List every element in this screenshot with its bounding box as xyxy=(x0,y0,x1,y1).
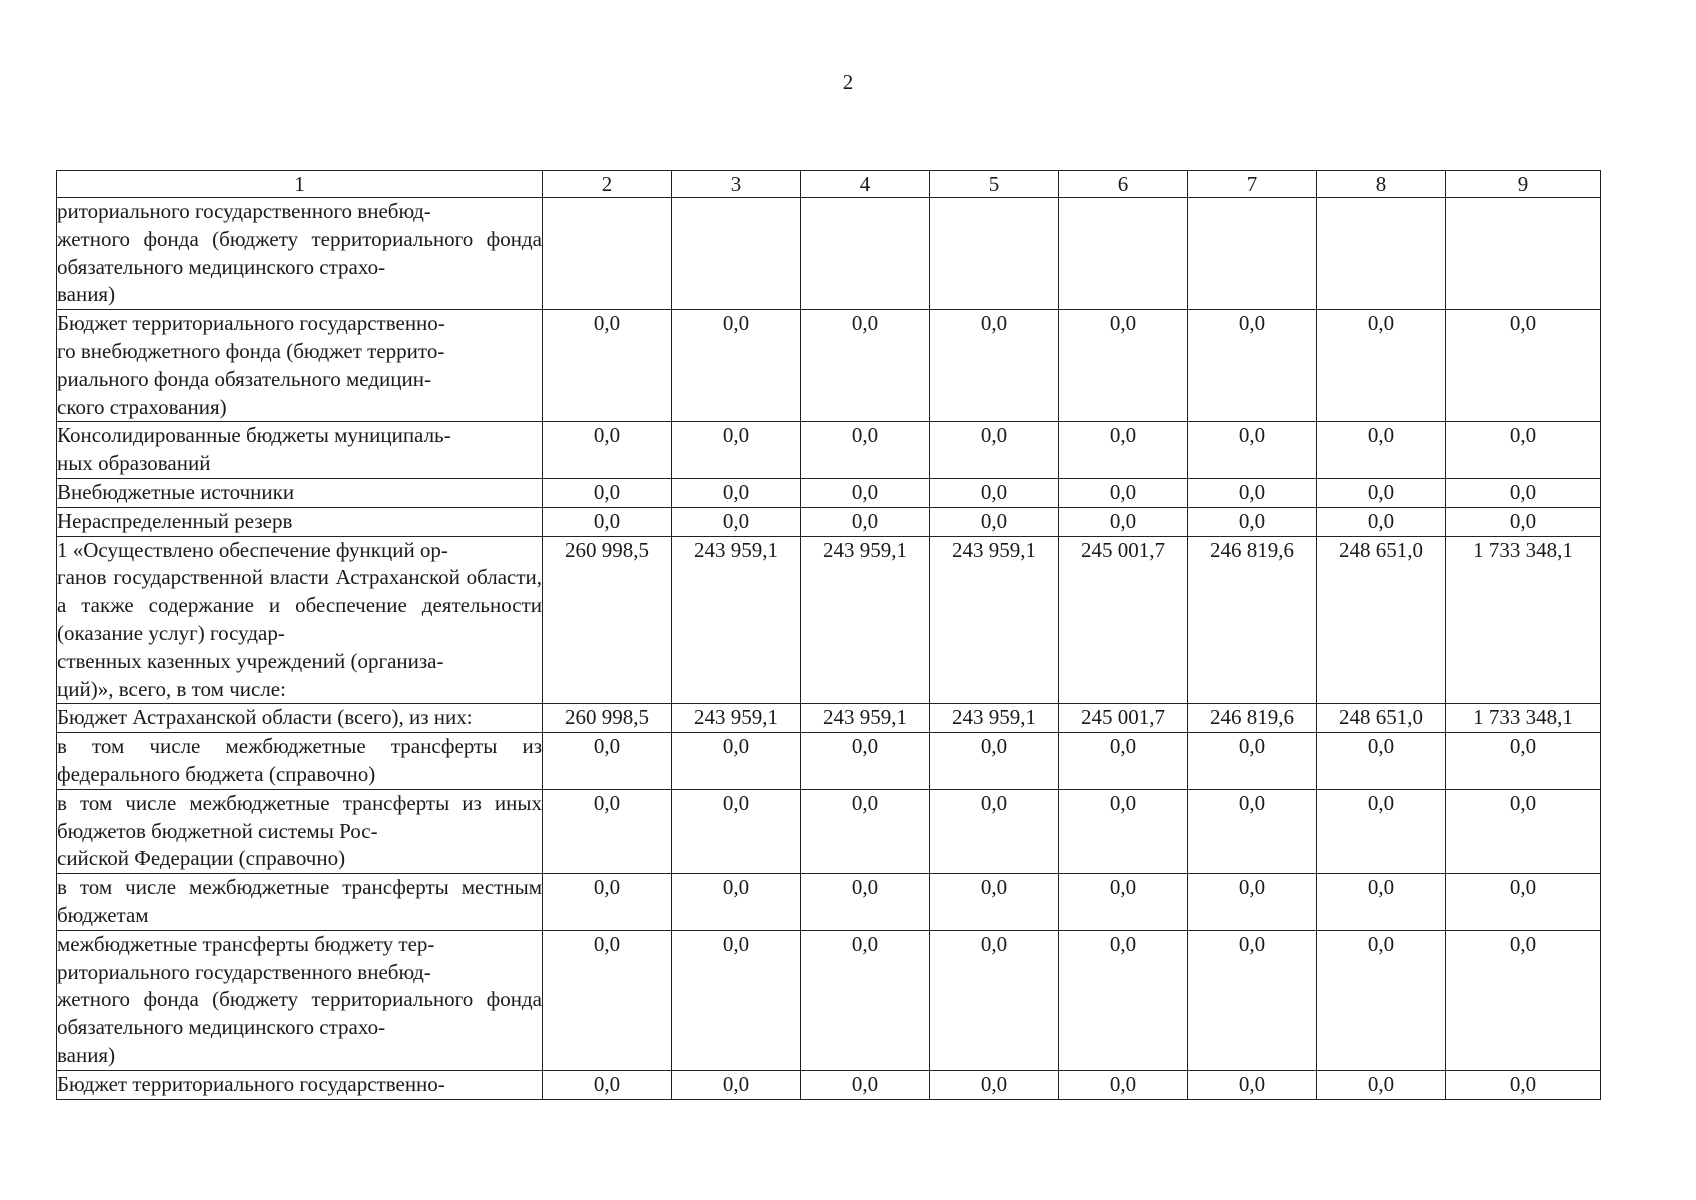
value-cell-col-9 xyxy=(1446,198,1601,310)
value-cell-col-8: 0,0 xyxy=(1317,733,1446,790)
value-cell-col-2: 0,0 xyxy=(543,874,672,931)
value-cell-col-7: 0,0 xyxy=(1188,478,1317,507)
table-row xyxy=(57,422,1601,479)
value-cell-col-5: 0,0 xyxy=(930,874,1059,931)
value-cell-col-9: 0,0 xyxy=(1446,507,1601,536)
row-description xyxy=(57,536,543,704)
value-cell-col-9: 0,0 xyxy=(1446,478,1601,507)
value-cell-col-9: 0,0 xyxy=(1446,789,1601,873)
value-cell-col-6: 0,0 xyxy=(1059,478,1188,507)
description-line: Бюджет территориального государственно- xyxy=(57,311,445,336)
table-row xyxy=(57,478,1601,507)
description-line: области, а также содержание и обеспечение xyxy=(57,565,543,618)
description-line: межбюджетные трансферты бюджету тер- xyxy=(57,931,435,956)
value-cell-col-8: 248 651,0 xyxy=(1317,536,1446,704)
value-cell-col-4: 0,0 xyxy=(801,789,930,873)
row-description xyxy=(57,478,543,507)
description-line: ственных казенных учреждений (организа- xyxy=(57,648,444,673)
column-header-7: 7 xyxy=(1188,171,1317,198)
description-line: риториального государственного внебюд- xyxy=(57,959,431,984)
value-cell-col-8: 0,0 xyxy=(1317,789,1446,873)
table-row xyxy=(57,704,1601,733)
value-cell-col-5: 0,0 xyxy=(930,422,1059,479)
row-description xyxy=(57,930,543,1070)
description-line: риального фонда обязательного медицин- xyxy=(57,366,431,391)
value-cell-col-2: 0,0 xyxy=(543,733,672,790)
value-cell-col-8: 0,0 xyxy=(1317,310,1446,422)
value-cell-col-4: 0,0 xyxy=(801,930,930,1070)
value-cell-col-2: 0,0 xyxy=(543,422,672,479)
value-cell-col-8: 0,0 xyxy=(1317,422,1446,479)
row-description xyxy=(57,422,543,479)
column-header-8: 8 xyxy=(1317,171,1446,198)
row-description xyxy=(57,1070,543,1099)
value-cell-col-2: 0,0 xyxy=(543,310,672,422)
value-cell-col-5: 0,0 xyxy=(930,507,1059,536)
value-cell-col-2: 0,0 xyxy=(543,930,672,1070)
value-cell-col-7: 0,0 xyxy=(1188,789,1317,873)
table-row xyxy=(57,733,1601,790)
value-cell-col-8: 0,0 xyxy=(1317,478,1446,507)
value-cell-col-4: 0,0 xyxy=(801,874,930,931)
value-cell-col-7: 246 819,6 xyxy=(1188,536,1317,704)
value-cell-col-6: 0,0 xyxy=(1059,930,1188,1070)
budget-table xyxy=(56,170,1601,1100)
value-cell-col-5 xyxy=(930,198,1059,310)
value-cell-col-6 xyxy=(1059,198,1188,310)
page-number: 2 xyxy=(842,70,854,94)
description-line: го внебюджетного фонда (бюджет террито- xyxy=(57,338,445,363)
value-cell-col-3: 0,0 xyxy=(672,733,801,790)
row-description xyxy=(57,874,543,931)
description-line: риториального государственного внебюд- xyxy=(57,199,431,223)
value-cell-col-7: 0,0 xyxy=(1188,930,1317,1070)
value-cell-col-5: 0,0 xyxy=(930,789,1059,873)
value-cell-col-7: 0,0 xyxy=(1188,733,1317,790)
value-cell-col-3: 0,0 xyxy=(672,1070,801,1099)
value-cell-col-6: 0,0 xyxy=(1059,874,1188,931)
value-cell-col-4: 243 959,1 xyxy=(801,704,930,733)
row-description xyxy=(57,789,543,873)
value-cell-col-4 xyxy=(801,198,930,310)
value-cell-col-4: 0,0 xyxy=(801,310,930,422)
table-row xyxy=(57,789,1601,873)
value-cell-col-7: 0,0 xyxy=(1188,874,1317,931)
description-line: вания) xyxy=(57,1042,116,1067)
value-cell-col-3: 0,0 xyxy=(672,930,801,1070)
value-cell-col-3 xyxy=(672,198,801,310)
value-cell-col-7: 246 819,6 xyxy=(1188,704,1317,733)
table-row xyxy=(57,930,1601,1070)
value-cell-col-6: 0,0 xyxy=(1059,310,1188,422)
value-cell-col-9: 0,0 xyxy=(1446,310,1601,422)
table-row xyxy=(57,507,1601,536)
value-cell-col-7: 0,0 xyxy=(1188,310,1317,422)
header-row xyxy=(57,171,1601,198)
value-cell-col-8: 248 651,0 xyxy=(1317,704,1446,733)
value-cell-col-6: 0,0 xyxy=(1059,733,1188,790)
value-cell-col-3: 243 959,1 xyxy=(672,704,801,733)
column-header-4: 4 xyxy=(801,171,930,198)
description-line: Внебюджетные источники xyxy=(57,479,295,504)
value-cell-col-5: 243 959,1 xyxy=(930,704,1059,733)
value-cell-col-8: 0,0 xyxy=(1317,874,1446,931)
column-header-3: 3 xyxy=(672,171,801,198)
value-cell-col-3: 0,0 xyxy=(672,478,801,507)
description-line: 1 «Осуществлено обеспечение функций ор- xyxy=(57,537,448,562)
value-cell-col-2: 0,0 xyxy=(543,789,672,873)
value-cell-col-6: 245 001,7 xyxy=(1059,704,1188,733)
value-cell-col-6: 245 001,7 xyxy=(1059,536,1188,704)
column-header-6: 6 xyxy=(1059,171,1188,198)
table-body xyxy=(57,198,1601,1100)
value-cell-col-2: 0,0 xyxy=(543,507,672,536)
description-line: ций)», всего, в том числе: xyxy=(57,676,286,701)
description-line: Нераспределенный резерв xyxy=(57,508,293,533)
value-cell-col-9: 0,0 xyxy=(1446,733,1601,790)
description-line: Бюджет территориального государственно- xyxy=(57,1071,445,1096)
column-header-5: 5 xyxy=(930,171,1059,198)
value-cell-col-4: 0,0 xyxy=(801,422,930,479)
value-cell-col-7: 0,0 xyxy=(1188,507,1317,536)
value-cell-col-9: 1 733 348,1 xyxy=(1446,704,1601,733)
value-cell-col-7: 0,0 xyxy=(1188,422,1317,479)
value-cell-col-6: 0,0 xyxy=(1059,1070,1188,1099)
description-line: жетного фонда (бюджету территориального xyxy=(57,226,474,251)
description-line: сийской Федерации (справочно) xyxy=(57,846,346,871)
row-description xyxy=(57,704,543,733)
value-cell-col-5: 0,0 xyxy=(930,478,1059,507)
value-cell-col-3: 0,0 xyxy=(672,422,801,479)
value-cell-col-5: 0,0 xyxy=(930,930,1059,1070)
value-cell-col-3: 243 959,1 xyxy=(672,536,801,704)
description-line: ных образований xyxy=(57,451,211,476)
description-line: жетного фонда (бюджету территориального xyxy=(57,987,474,1012)
value-cell-col-9: 0,0 xyxy=(1446,874,1601,931)
value-cell-col-4: 0,0 xyxy=(801,478,930,507)
value-cell-col-7: 0,0 xyxy=(1188,1070,1317,1099)
value-cell-col-9: 0,0 xyxy=(1446,1070,1601,1099)
table-row xyxy=(57,536,1601,704)
row-description xyxy=(57,733,543,790)
value-cell-col-8: 0,0 xyxy=(1317,507,1446,536)
description-line: иных бюджетов бюджетной системы Рос- xyxy=(57,790,543,843)
value-cell-col-8 xyxy=(1317,198,1446,310)
value-cell-col-3: 0,0 xyxy=(672,507,801,536)
description-line: них: xyxy=(433,705,473,730)
value-cell-col-2: 260 998,5 xyxy=(543,704,672,733)
value-cell-col-5: 243 959,1 xyxy=(930,536,1059,704)
value-cell-col-9: 0,0 xyxy=(1446,930,1601,1070)
value-cell-col-9: 0,0 xyxy=(1446,422,1601,479)
description-line: федерального бюджета (справочно) xyxy=(57,761,376,786)
table-row xyxy=(57,1070,1601,1099)
table-header xyxy=(57,171,1601,198)
value-cell-col-4: 0,0 xyxy=(801,733,930,790)
description-line: фонда обязательного медицинского страхо- xyxy=(57,987,542,1040)
value-cell-col-2: 0,0 xyxy=(543,478,672,507)
value-cell-col-5: 0,0 xyxy=(930,310,1059,422)
value-cell-col-2: 260 998,5 xyxy=(543,536,672,704)
value-cell-col-3: 0,0 xyxy=(672,310,801,422)
value-cell-col-8: 0,0 xyxy=(1317,930,1446,1070)
value-cell-col-5: 0,0 xyxy=(930,1070,1059,1099)
value-cell-col-4: 0,0 xyxy=(801,507,930,536)
description-line: местным бюджетам xyxy=(57,875,542,927)
value-cell-col-5: 0,0 xyxy=(930,733,1059,790)
description-line: фонда обязательного медицинского страхо- xyxy=(57,226,542,279)
value-cell-col-8: 0,0 xyxy=(1317,1070,1446,1099)
row-description xyxy=(57,198,543,310)
value-cell-col-2 xyxy=(543,198,672,310)
description-line: Консолидированные бюджеты муниципаль- xyxy=(57,423,451,448)
column-header-2: 2 xyxy=(543,171,672,198)
value-cell-col-2: 0,0 xyxy=(543,1070,672,1099)
description-line: Бюджет Астраханской области (всего), из xyxy=(57,705,429,730)
description-line: в том числе межбюджетные трансферты xyxy=(57,875,449,900)
description-line: ского страхования) xyxy=(57,394,227,419)
column-header-1: 1 xyxy=(57,171,543,198)
value-cell-col-6: 0,0 xyxy=(1059,422,1188,479)
table-row xyxy=(57,310,1601,422)
table-row xyxy=(57,874,1601,931)
value-cell-col-6: 0,0 xyxy=(1059,789,1188,873)
description-line: деятельности (оказание услуг) государ- xyxy=(57,593,542,645)
description-line: в том числе межбюджетные трансферты из xyxy=(57,734,542,759)
row-description xyxy=(57,507,543,536)
value-cell-col-4: 243 959,1 xyxy=(801,536,930,704)
value-cell-col-7 xyxy=(1188,198,1317,310)
description-line: в том числе межбюджетные трансферты из xyxy=(57,790,482,815)
description-line: ганов государственной власти Астраханской xyxy=(57,565,460,590)
value-cell-col-3: 0,0 xyxy=(672,874,801,931)
row-description xyxy=(57,310,543,422)
description-line: вания) xyxy=(57,282,116,307)
value-cell-col-6: 0,0 xyxy=(1059,507,1188,536)
column-header-9: 9 xyxy=(1446,171,1601,198)
table-row xyxy=(57,198,1601,310)
value-cell-col-3: 0,0 xyxy=(672,789,801,873)
value-cell-col-4: 0,0 xyxy=(801,1070,930,1099)
value-cell-col-9: 1 733 348,1 xyxy=(1446,536,1601,704)
